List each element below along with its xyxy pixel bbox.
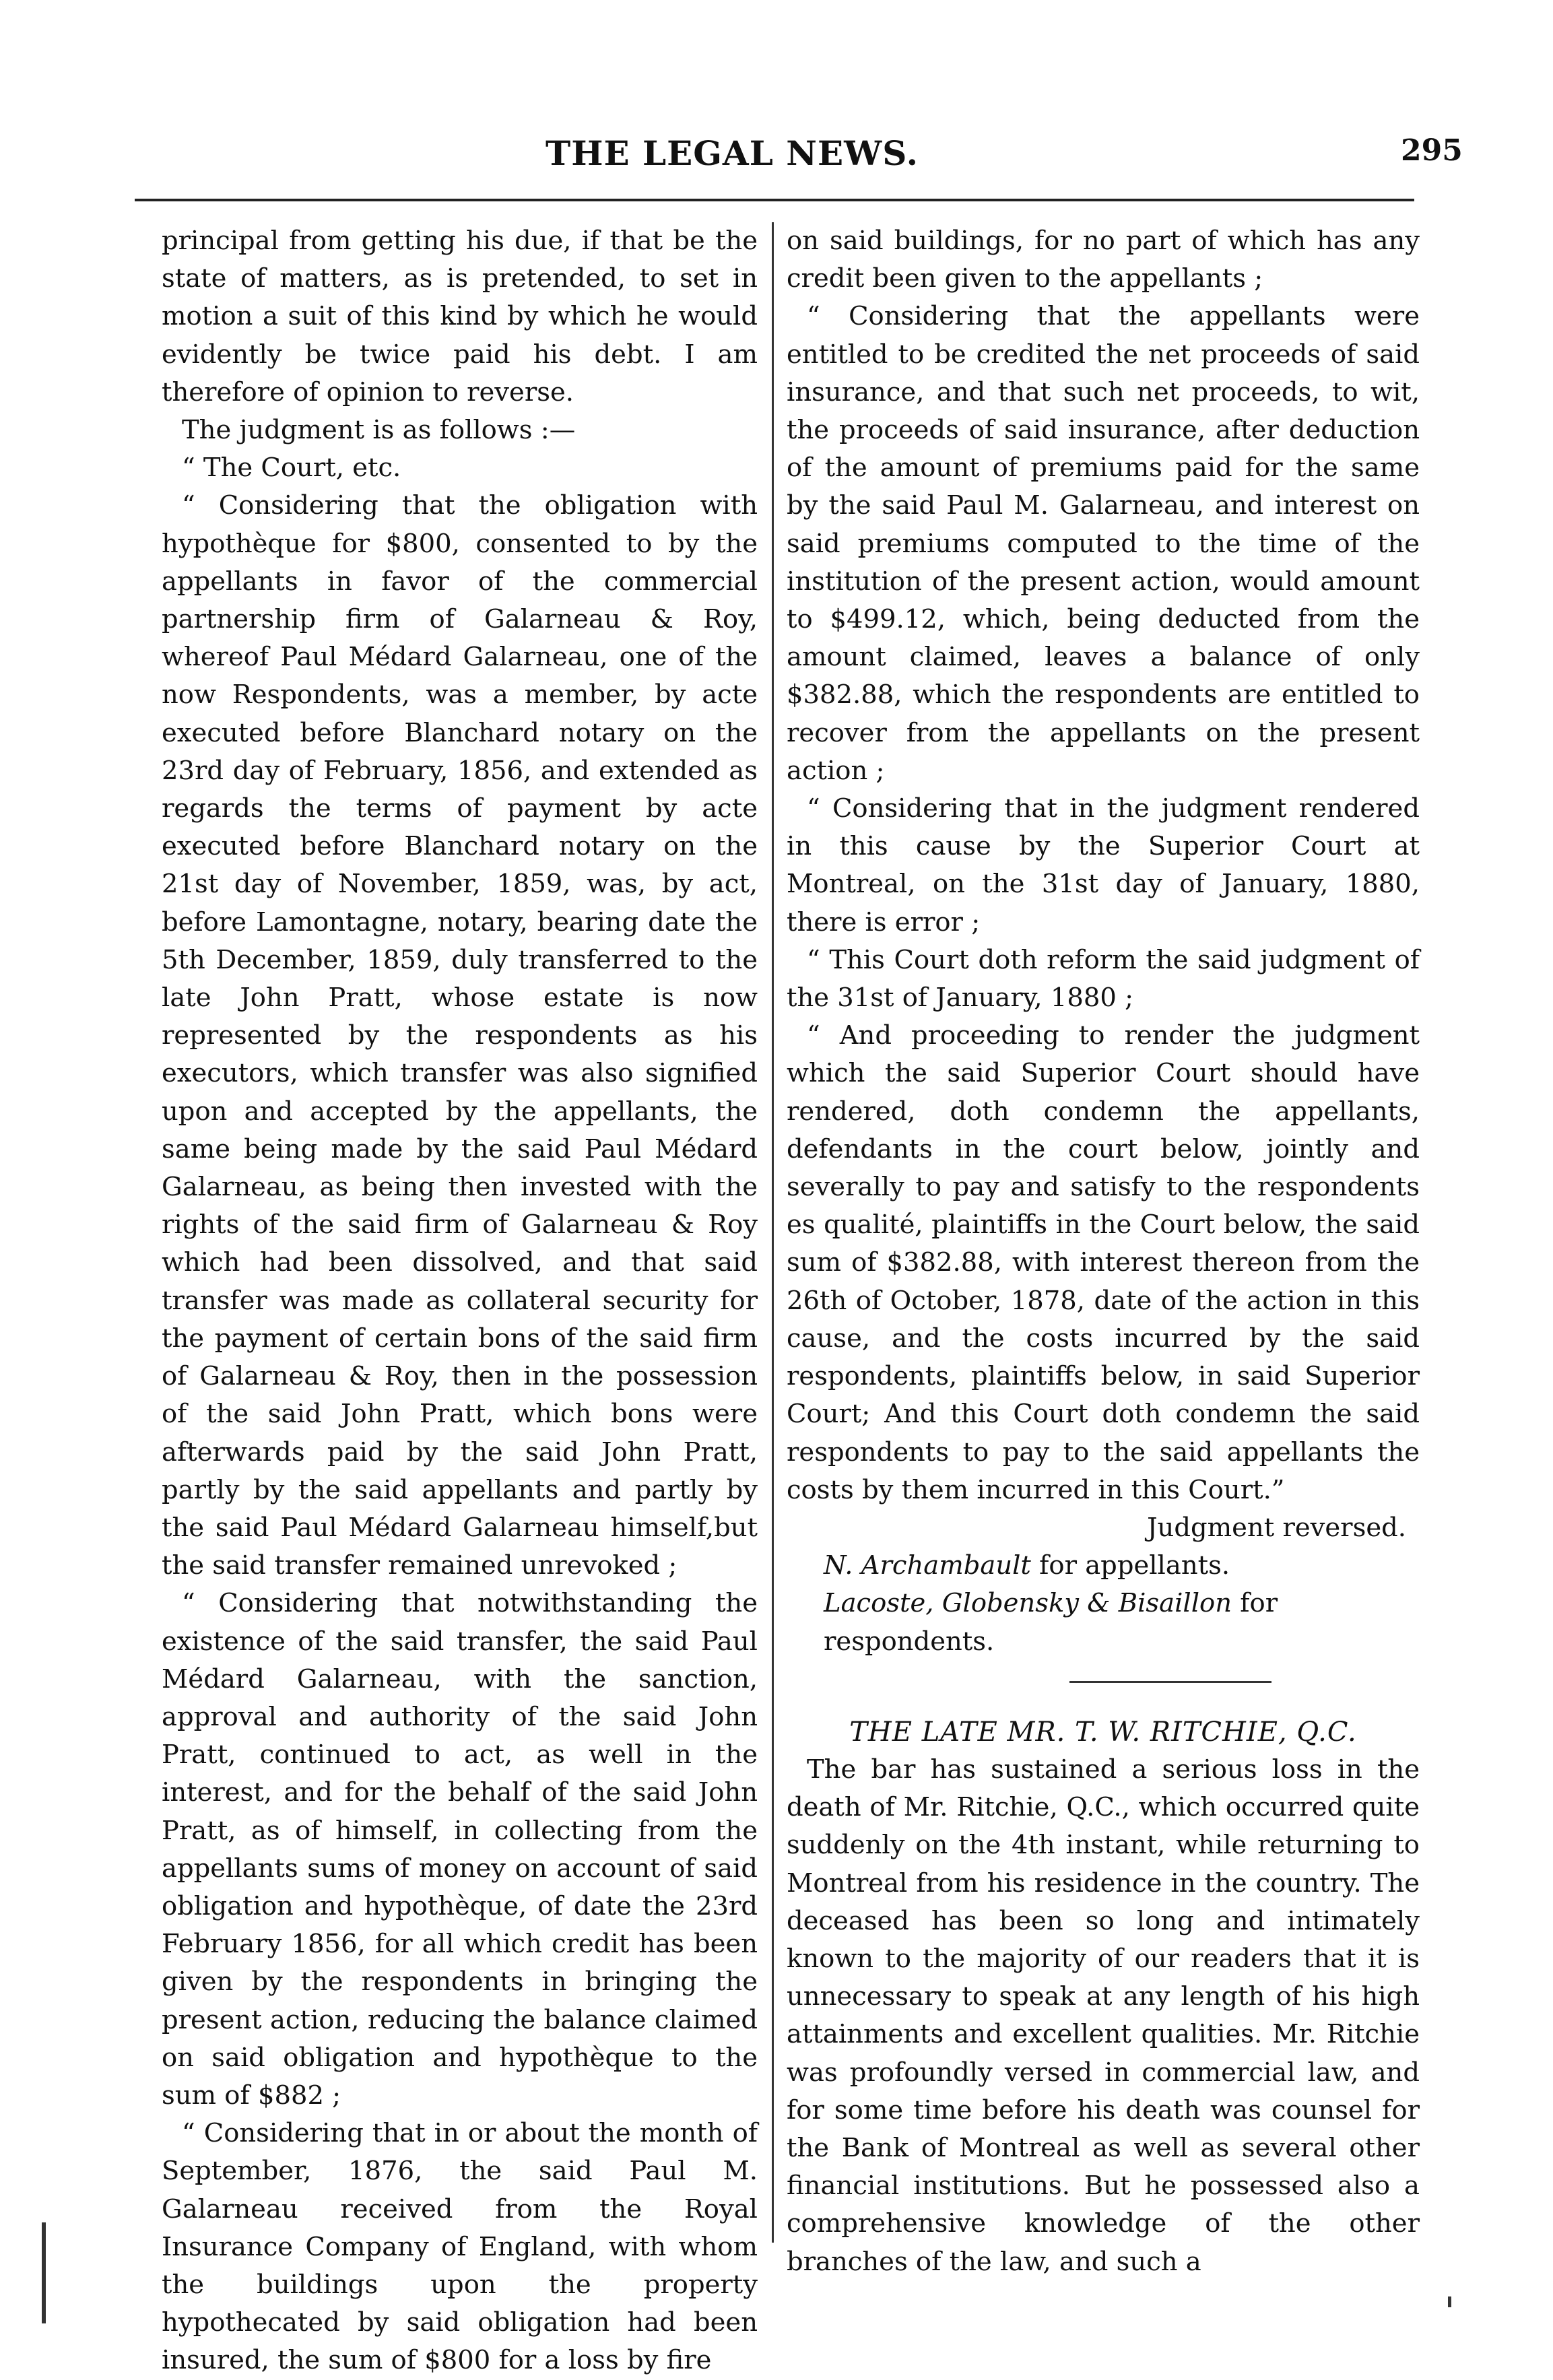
counsel-role: for appellants. <box>1030 1550 1230 1581</box>
paragraph: “ Considering that notwithstanding the existence of the said transfer, the said Paul Médard Galarneau, with the sanction, approval and authority of the said John Pratt, continued to act, as well in the interest, and for the behalf of the said John Pratt, as of himself, in collecting from the appellants sums of money on account of said obligation and hypothèque, of date the 23rd February 1856, for all which credit has been given by the respondents in bringing the present action, reducing the balance claimed on said obligation and hypothèque to the sum of $882 ; <box>162 1588 758 2111</box>
paragraph: The bar has sustained a serious loss in the death of Mr. Ritchie, Q.C., which occurred quite suddenly on the 4th instant, while returning to Montreal from his residence in the country. The deceased has been so long and intimately known to the majority of our readers that it is unnecessary to speak at any length of his high attainments and excellent qualities. Mr. Ritchie was profoundly versed in commercial law, and for some time before his death was counsel for the Bank of Montreal as well as several other financial institutions. But he possessed also a comprehensive knowledge of the other branches of the law, and such a <box>787 1754 1420 2277</box>
page-header <box>0 121 1553 182</box>
header-rule <box>135 199 1414 201</box>
section-rule <box>1069 1681 1271 1683</box>
journal-title: THE LEGAL NEWS. <box>546 133 919 173</box>
judgment-line: Judgment reversed. <box>1147 1512 1406 1543</box>
right-column <box>787 222 1420 2277</box>
counsel-name: Lacoste, Globensky & Bisaillon <box>824 1588 1232 1619</box>
section-title: THE LATE MR. T. W. RITCHIE, Q.C. <box>849 1716 1357 1748</box>
paragraph: “ This Court doth reform the said judgment of the 31st of January, 1880 ; <box>787 944 1420 1014</box>
paragraph: “ Considering that in the judgment rendered in this cause by the Superior Court at Montreal, on the 31st day of January, 1880, there is error ; <box>787 793 1420 937</box>
paragraph: “ The Court, etc. <box>182 453 401 484</box>
counsel-name: N. Archambault <box>824 1550 1031 1581</box>
paragraph: The judgment is as follows :— <box>182 415 576 446</box>
scan-mark <box>1448 2296 1451 2307</box>
paragraph: “ And proceeding to render the judgment which the said Superior Court should have rendered, doth condemn the appellants, defendants in the court below, jointly and severally to pay and satisfy to the respondents es qualité, plaintiffs in the Court below, the said sum of $382.88, with interest thereon from the 26th of October, 1878, date of the action in this cause, and the costs incurred by the said respondents, plaintiffs below, in said Superior Court; And this Court doth condemn the said respondents to pay to the said appellants the costs by them incurred in this Court.” <box>787 1020 1420 1505</box>
paragraph: “ Considering that the obligation with hypothèque for $800, consented to by the appellants in favor of the commercial partnership firm of Galarneau & Roy, whereof Paul Médard Galarneau, one of the now Respondents, was a member, by acte executed before Blanchard notary on the 23rd day of February, 1856, and extended as regards the terms of payment by acte executed before Blanchard notary on the 21st day of November, 1859, was, by act, before Lamontagne, notary, bearing date the 5th December, 1859, duly transferred to the late John Pratt, whose estate is now represented by the respondents as his executors, which transfer was also signified upon and accepted by the appellants, the same being made by the said Paul Médard Galarneau, as being then invested with the rights of the said firm of Galarneau & Roy which had been dissolved, and that said transfer was made as collateral security for the payment of certain bons of the said firm of Galarneau & Roy, then in the possession of the said John Pratt, which bons were afterwards paid by the said John Pratt, partly by the said appellants and partly by the said Paul Médard Galarneau himself,but the said transfer remained unrevoked ; <box>162 490 758 1581</box>
counsel-appellants <box>787 1547 1420 1585</box>
counsel-role: for respondents. <box>824 1588 1278 1657</box>
left-column <box>162 222 758 2376</box>
paragraph: “ Considering that the appellants were entitled to be credited the net proceeds of said insurance, and that such net proceeds, to wit, the proceeds of said insurance, after deduction of the amount of premiums paid for the same by the said Paul M. Galarneau, and interest on said premiums computed to the time of the institution of the present action, would amount to $499.12, which, being deducted from the amount claimed, leaves a balance of only $382.88, which the respondents are entitled to recover from the appellants on the present action ; <box>787 301 1420 786</box>
page-number: 295 <box>1401 133 1463 168</box>
column-divider <box>772 222 774 2243</box>
paragraph: “ Considering that in or about the month of September, 1876, the said Paul M. Galarneau received from the Royal Insurance Company of England, with whom the buildings upon the property hypothecated by said obligation had been insured, the sum of $800 for a loss by fire <box>162 2118 758 2376</box>
counsel-respondents <box>787 1585 1420 1660</box>
paragraph: on said buildings, for no part of which has any credit been given to the appellants ; <box>787 226 1420 294</box>
paragraph: principal from getting his due, if that be the state of matters, as is pretended, to set in motion a suit of this kind by which he would evidently be twice paid his debt. I am therefore of opinion to reverse. <box>162 226 758 407</box>
binding-mark <box>42 2222 46 2323</box>
